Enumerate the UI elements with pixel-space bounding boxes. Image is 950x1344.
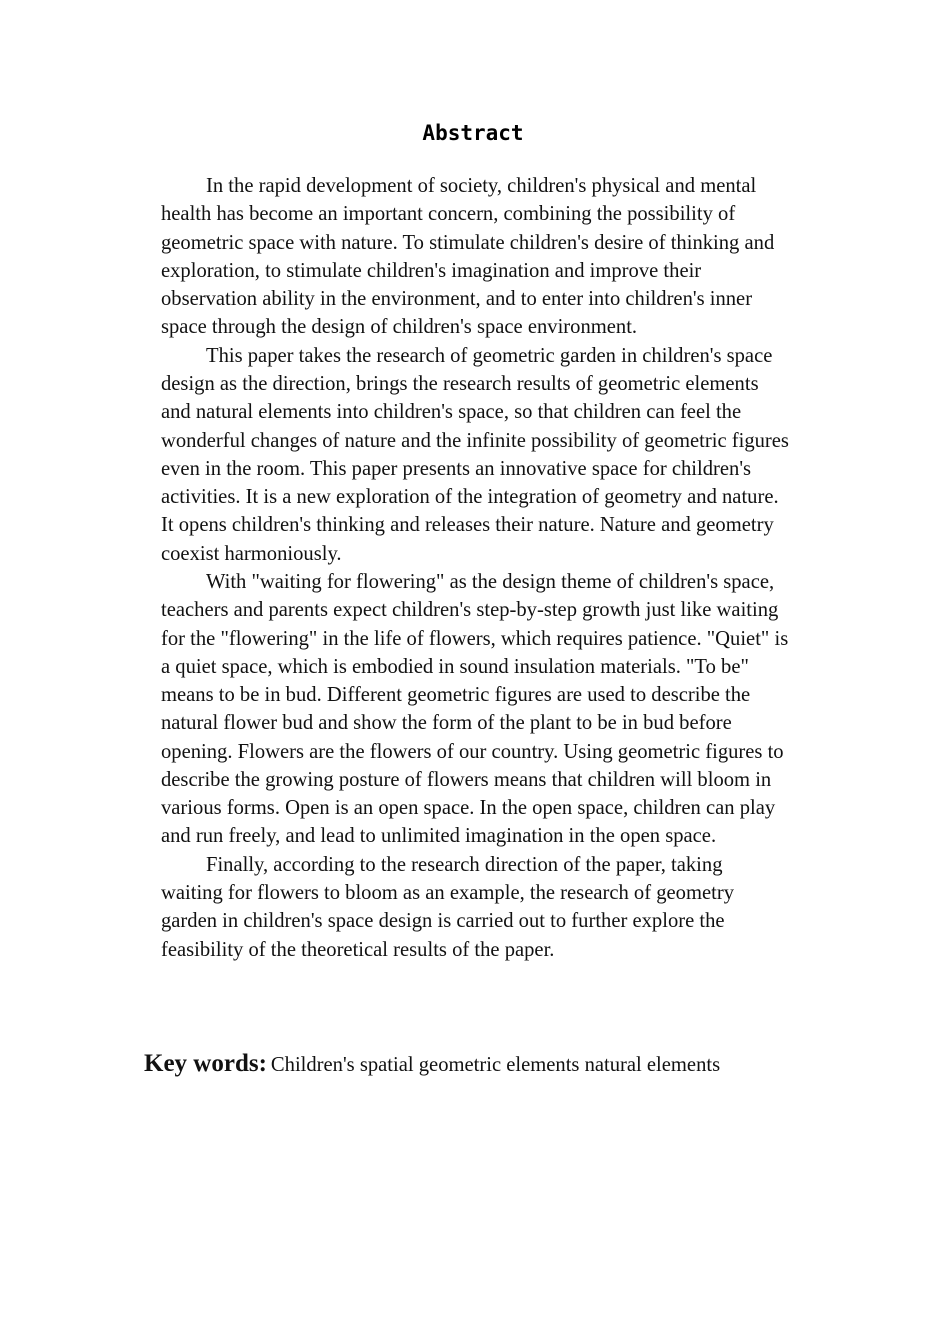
abstract-paragraph-2: This paper takes the research of geometric garden in children's space design as the direction, brings the research results of geometric elements and natural elements into children's space, so that children can feel the wonderful changes of nature and the infinite possibility of geometric figures even in the room. This paper presents an innovative space for children's activities. It is a new exploration of the integration of geometry and nature. It opens children's thinking and releases their nature. Nature and geometry coexist harmoniously.	[161, 344, 789, 565]
abstract-body	[161, 172, 789, 964]
keywords-label: Key words:	[144, 1050, 267, 1077]
abstract-paragraph-3: With "waiting for flowering" as the design theme of children's space, teachers and parents expect children's step-by-step growth just like waiting for the "flowering" in the life of flowers, which requires patience. "Quiet" is a quiet space, which is embodied in sound insulation materials. "To be" means to be in bud. Different geometric figures are used to describe the natural flower bud and show the form of the plant to be in bud before opening. Flowers are the flowers of our country. Using geometric figures to describe the growing posture of flowers means that children will bloom in various forms. Open is an open space. In the open space, children can play and run freely, and lead to unlimited imagination in the open space.	[161, 570, 789, 848]
abstract-paragraph-1: In the rapid development of society, children's physical and mental health has become an important concern, combining the possibility of geometric space with nature. To stimulate children's desire of thinking and exploration, to stimulate children's imagination and improve their observation ability in the environment, and to enter into children's inner space through the design of children's space environment.	[161, 175, 775, 339]
abstract-title: Abstract	[422, 121, 524, 145]
abstract-paragraph-4: Finally, according to the research direction of the paper, taking waiting for flowers to bloom as an example, the research of geometry garden in children's space design is carried out to further explore the feasibility of the theoretical results of the paper.	[161, 853, 734, 961]
keywords-text: Children's spatial geometric elements natural elements	[270, 1054, 721, 1076]
keywords-line	[144, 1050, 844, 1078]
